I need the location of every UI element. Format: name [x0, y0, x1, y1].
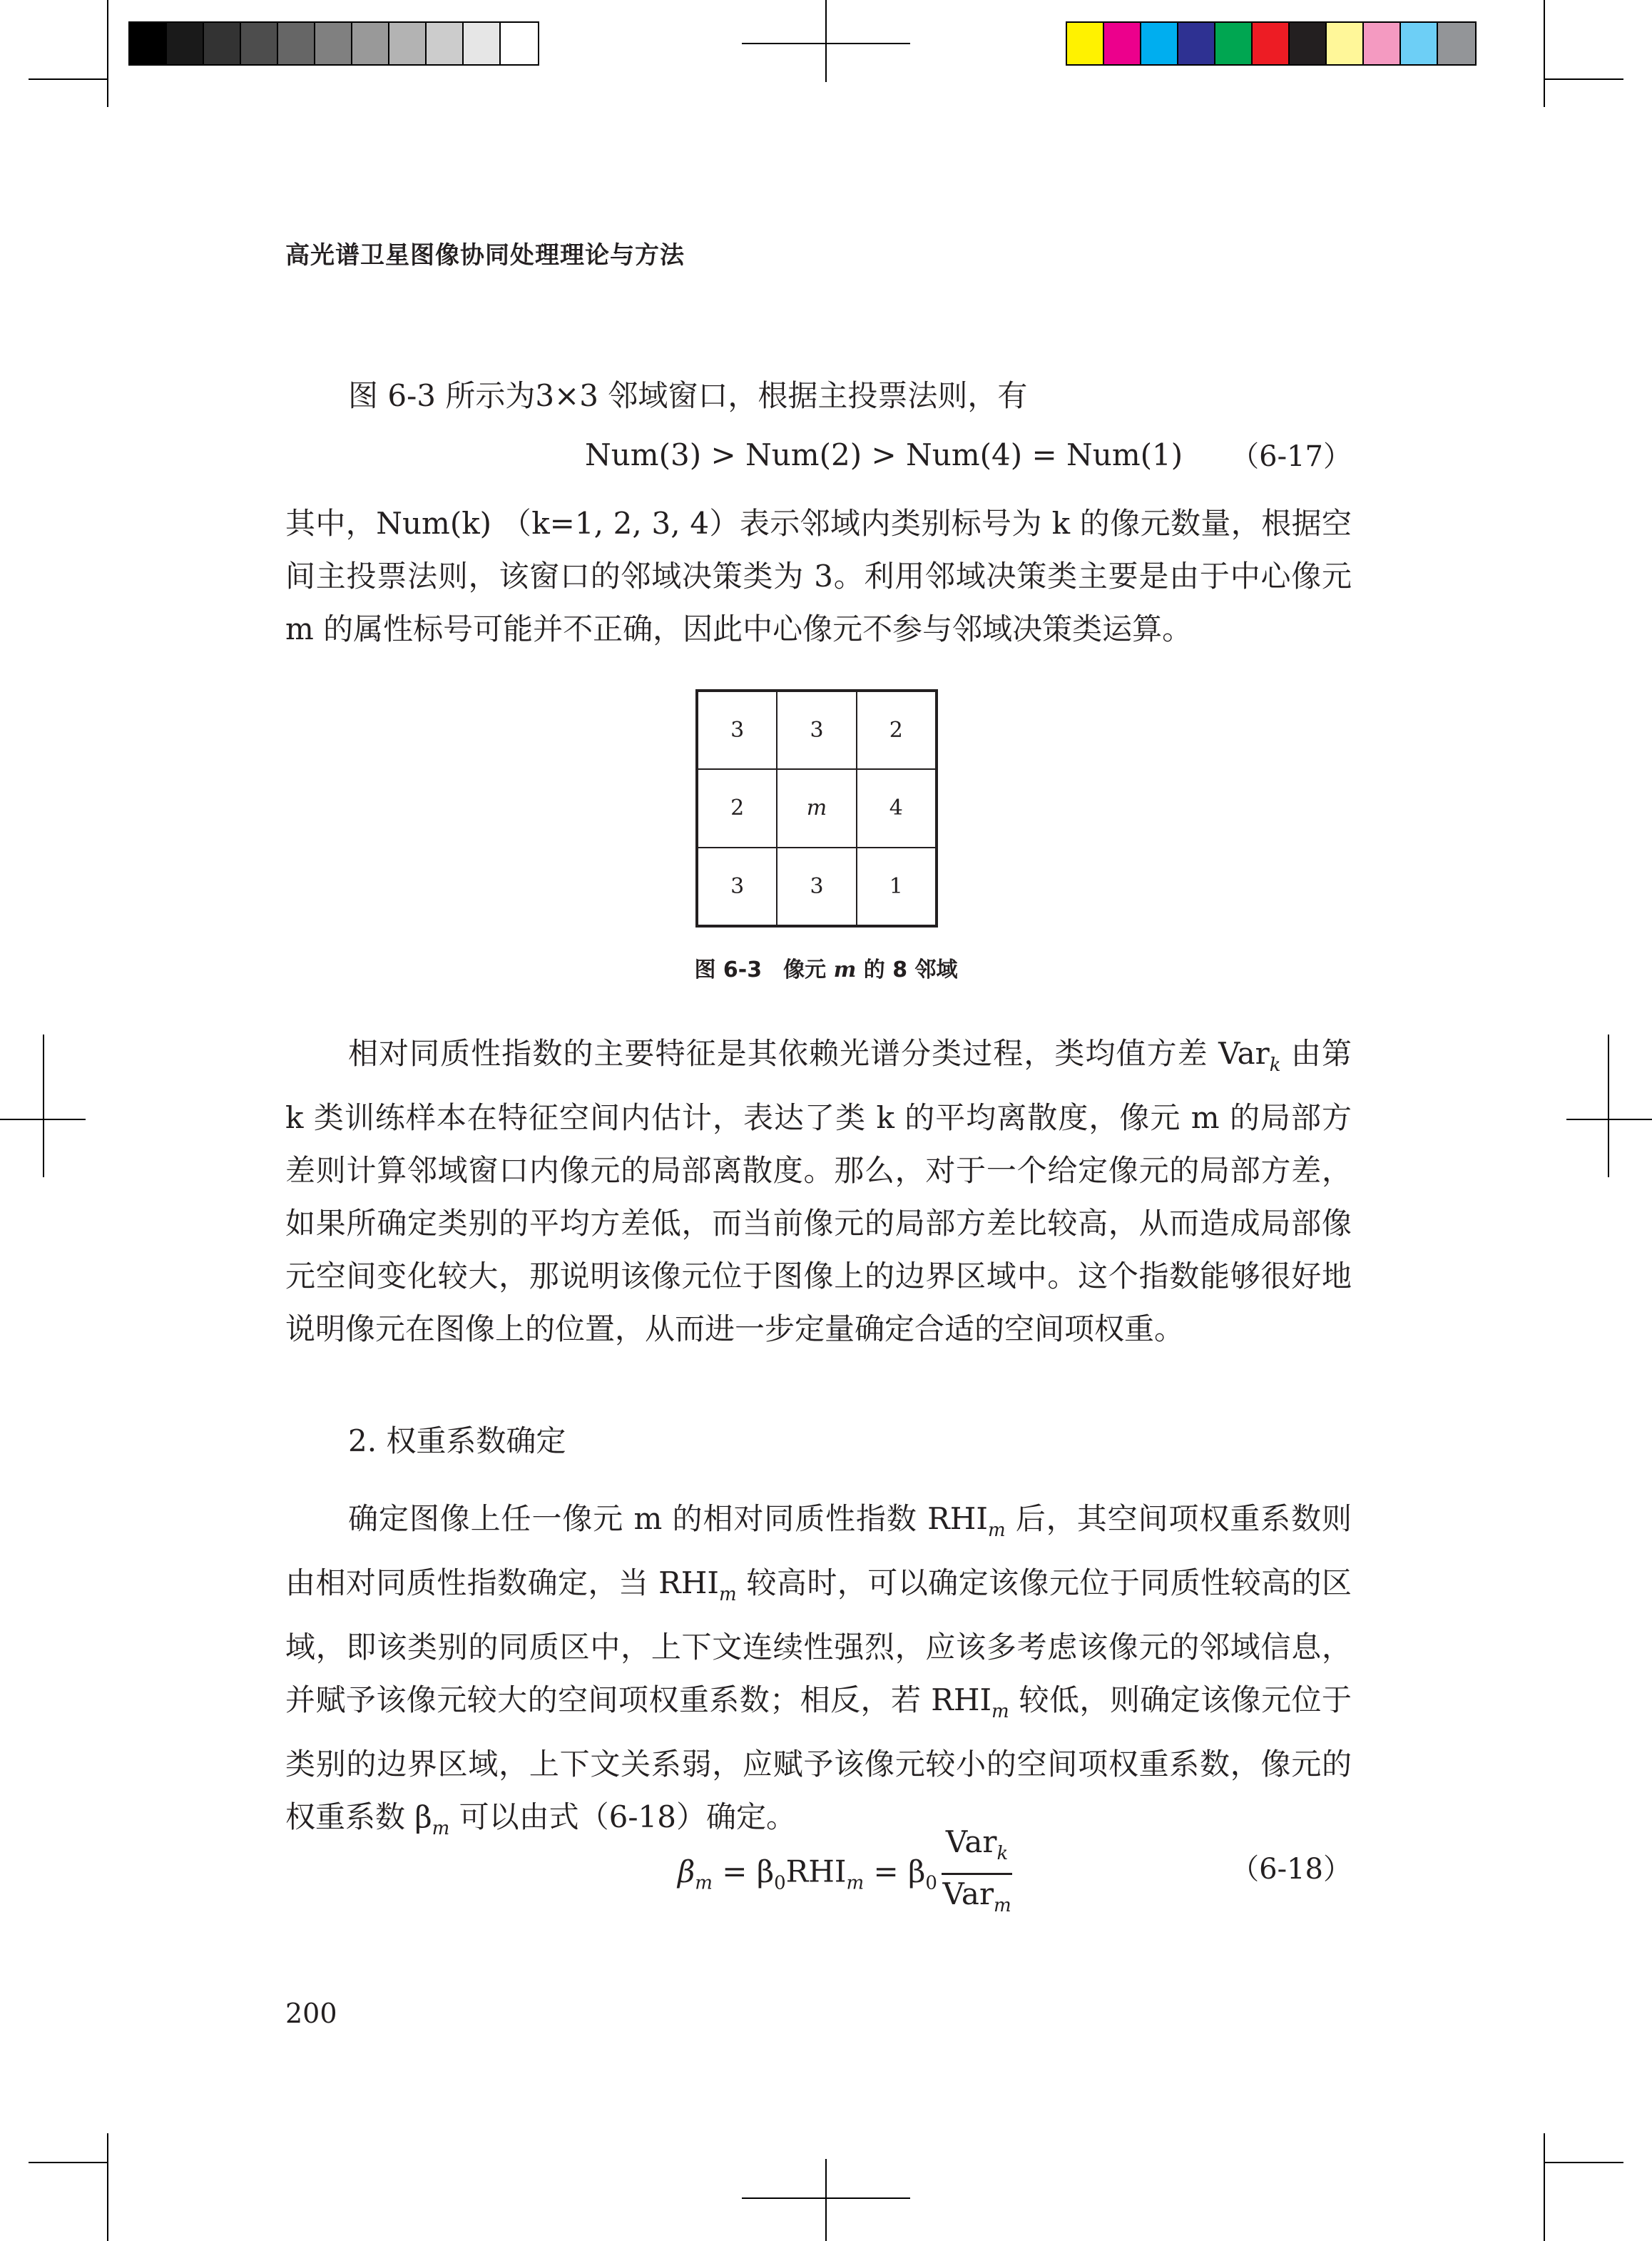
gray-swatch	[427, 23, 464, 64]
color-swatch	[1253, 23, 1290, 64]
page-number: 200	[285, 1998, 337, 2029]
gray-swatch	[130, 23, 167, 64]
neighborhood-grid-figure	[695, 689, 938, 928]
grid-cell: m	[777, 769, 856, 847]
grid-cell: 4	[857, 769, 936, 847]
fraction: $\frac{Var_k}{Var_m}$	[942, 1824, 1011, 1916]
gray-swatch	[278, 23, 315, 64]
equation-number-6-18: （6-18）	[1230, 1853, 1352, 1886]
gray-swatch	[501, 23, 538, 64]
equation-6-18: $\beta_m = \beta_0RHI_m = \beta_0$ $\frac{Var_k}{Var_m}$	[678, 1823, 1016, 1925]
color-swatch	[1290, 23, 1327, 64]
grid-cell: 2	[698, 769, 777, 847]
grid-cell: 1	[857, 848, 936, 925]
paragraph-weight-coefficient: 确定图像上任一像元 m 的相对同质性指数 $RHI_m$ 后，其空间项权重系数则由相对同质性指数确定，当 $RHI_m$ 较高时，可以确定该像元位于同质性较高的区域，即该类别的同质区中，上下文连续性强烈，应该多考虑该像元的邻域信息，并赋予该像元较大的空间项权重系数；相反，若 $RHI_m$ 较低，则确定该像元位于类别的边界区域，上下文关系弱，应赋予该像元较小的空间项权重系数，像元的权重系数 $\beta_m$ 可以由式（6-18）确定。	[285, 1501, 1352, 1839]
running-head: 高光谱卫星图像协同处理理论与方法	[285, 241, 685, 270]
grid-cell: 3	[698, 691, 777, 769]
grid-cell: 3	[777, 691, 856, 769]
color-swatch	[1215, 23, 1253, 64]
grid-cell: 3	[777, 848, 856, 925]
gray-swatch	[241, 23, 278, 64]
grid-cell: 3	[698, 848, 777, 925]
grid-cell: 2	[857, 691, 936, 769]
color-calibration-bar	[1066, 21, 1477, 66]
color-swatch	[1364, 23, 1401, 64]
paragraph-homogeneity-index: 相对同质性指数的主要特征是其依赖光谱分类过程，类均值方差 Var$_k$ 由第 k 类训练样本在特征空间内估计，表达了类 k 的平均离散度，像元 m 的局部方差则计算邻域窗口内像元的局部离散度。那么，对于一个给定像元的局部方差，如果所确定类别的平均方差低，而当前像元的局部方差比较高，从而造成局部像元空间变化较大，那说明该像元位于图像上的边界区域中。这个指数能够很好地说明像元在图像上的位置，从而进一步定量确定合适的空间项权重。	[285, 1036, 1352, 1346]
color-swatch	[1141, 23, 1178, 64]
paragraph-neighborhood-decision: 其中，Num(k) （k=1, 2, 3, 4）表示邻域内类别标号为 k 的像元数量，根据空间主投票法则，该窗口的邻域决策类为 3。利用邻域决策类主要是由于中心像元 m 的属性标号可能并不正确，因此中心像元不参与邻域决策类运算。	[285, 506, 1352, 646]
gray-swatch	[315, 23, 352, 64]
color-swatch	[1327, 23, 1364, 64]
color-swatch	[1067, 23, 1104, 64]
gray-swatch	[389, 23, 427, 64]
color-swatch	[1104, 23, 1141, 64]
gray-swatch	[352, 23, 389, 64]
figure-caption: 图 6-3 像元 m 的 8 邻域	[694, 957, 958, 982]
grayscale-calibration-bar	[128, 21, 539, 66]
paragraph-intro: 图 6-3 所示为3×3 邻域窗口，根据主投票法则，有	[348, 378, 1028, 413]
equation-6-17: Num(3) > Num(2) > Num(4) = Num(1)	[585, 437, 1183, 472]
section-heading: 2. 权重系数确定	[348, 1423, 566, 1458]
color-swatch	[1178, 23, 1215, 64]
gray-swatch	[464, 23, 501, 64]
gray-swatch	[204, 23, 241, 64]
equation-number-6-17: （6-17）	[1230, 440, 1352, 473]
color-swatch	[1438, 23, 1475, 64]
gray-swatch	[167, 23, 204, 64]
color-swatch	[1401, 23, 1438, 64]
